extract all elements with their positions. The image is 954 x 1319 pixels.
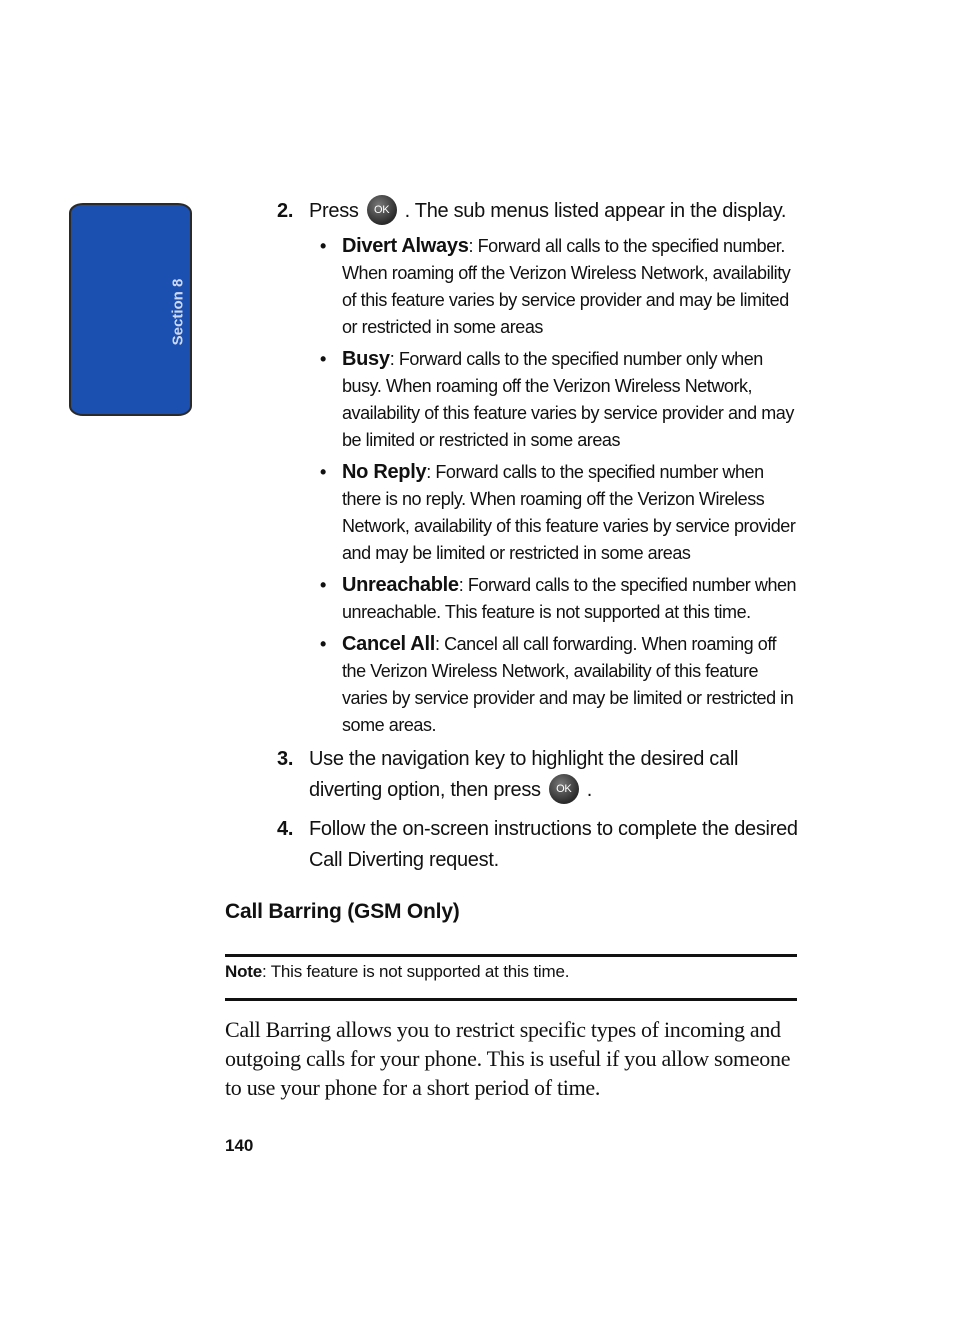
page-content — [225, 196, 800, 1102]
bullet-icon: • — [320, 236, 326, 256]
list-item-unreachable — [320, 572, 800, 626]
option-description: : Forward calls to the specified number when unreachable. This feature is not supported at this time. — [342, 575, 797, 622]
section-heading: Call Barring (GSM Only) — [225, 900, 460, 923]
option-term: Busy — [342, 348, 390, 370]
step-number: 3. — [277, 748, 294, 770]
option-term: Unreachable — [342, 574, 459, 596]
step-2 — [225, 196, 800, 227]
option-term: No Reply — [342, 461, 427, 483]
note-box — [225, 954, 797, 1001]
bullet-icon: • — [320, 575, 326, 595]
step-number: 4. — [277, 818, 294, 840]
section-tab-label: Section 8 — [169, 278, 187, 346]
bullet-icon: • — [320, 462, 326, 482]
step-3 — [225, 744, 800, 806]
option-description: : Forward calls to the specified number when there is no reply. When roaming off the Verizon Wireless Network, availability of this feature varies by service provider and may be limited or restricted in some areas — [342, 462, 796, 563]
step-number: 2. — [277, 200, 294, 222]
page-number: 140 — [225, 1136, 254, 1155]
option-description: : Cancel all call forwarding. When roaming off the Verizon Wireless Network, availability of this feature varies by service provider and may be limited or restricted in some areas. — [342, 634, 794, 735]
ok-button-icon: OK — [367, 195, 397, 225]
list-item-divert-always — [320, 233, 800, 341]
step-text: Follow the on-screen instructions to complete the desired Call Diverting request. — [309, 818, 798, 871]
option-term: Cancel All — [342, 633, 435, 655]
step-text-after: . — [586, 779, 593, 801]
note-text: : This feature is not supported at this time. — [261, 962, 570, 981]
note-label: Note — [225, 962, 262, 981]
ok-button-icon: OK — [549, 774, 579, 804]
list-item-busy — [320, 346, 800, 454]
bullet-icon: • — [320, 634, 326, 654]
list-item-no-reply — [320, 459, 800, 567]
option-description: : Forward calls to the specified number only when busy. When roaming off the Verizon Wireless Network, availability of this feature varies by service provider and may be limited or restricted in some areas — [342, 349, 794, 450]
option-description: : Forward all calls to the specified number. When roaming off the Verizon Wireless Network, availability of this feature varies by service provider and may be limited or restricted in some areas — [342, 236, 791, 337]
step-4 — [225, 814, 800, 876]
diverting-options-list — [225, 233, 800, 739]
option-term: Divert Always — [342, 235, 469, 257]
step-text-after: . The sub menus listed appear in the display. — [404, 200, 787, 222]
bullet-icon: • — [320, 349, 326, 369]
body-paragraph: Call Barring allows you to restrict specific types of incoming and outgoing calls for your phone. This is useful if you allow someone to use your phone for a short period of time. — [225, 1017, 791, 1100]
step-text-before: Press — [309, 200, 359, 222]
list-item-cancel-all — [320, 631, 800, 739]
step-text-before: Use the navigation key to highlight the desired call diverting option, then press — [309, 748, 739, 801]
